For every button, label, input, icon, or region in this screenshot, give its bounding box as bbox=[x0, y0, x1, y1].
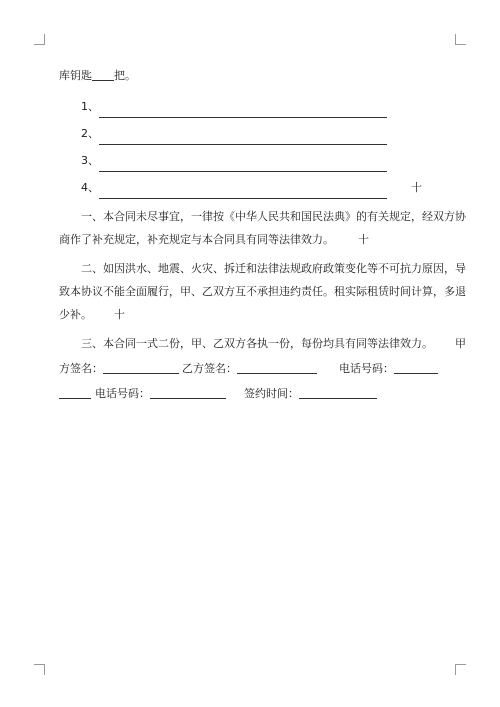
list-item-blank[interactable] bbox=[99, 128, 387, 145]
phone-label-2: 电话号码： bbox=[95, 387, 150, 400]
list-item bbox=[59, 118, 443, 145]
clause-2-line-1: 二、如因洪水、地震、火灾、拆迁和法律法规政府政策变化等不可抗力原因，导 bbox=[81, 262, 466, 275]
list-item bbox=[59, 172, 443, 199]
list-item bbox=[59, 91, 443, 118]
sign-time-blank[interactable] bbox=[299, 384, 377, 399]
clause-2-line-3 bbox=[59, 303, 443, 326]
clause-1-line-1: 一、本合同未尽事宜，一律按《中华人民共和国民法典》的有关规定，经双方协 bbox=[81, 210, 466, 223]
phone-label-1: 电话号码： bbox=[339, 362, 394, 375]
list-item-number: 3、 bbox=[81, 154, 99, 167]
list-item-blank[interactable] bbox=[99, 101, 387, 118]
phone-blank-2[interactable] bbox=[150, 384, 226, 399]
list-item-blank[interactable] bbox=[99, 155, 387, 172]
key-count-blank[interactable] bbox=[92, 66, 114, 81]
clause-1-line-2-text: 商作了补充规定，补充规定与本合同具有同等法律效力。 bbox=[59, 233, 334, 246]
list-item-number: 4、 bbox=[81, 181, 99, 194]
clause-1-line-2 bbox=[59, 228, 443, 251]
list-item-blank[interactable] bbox=[99, 182, 387, 199]
blank-list bbox=[59, 91, 443, 199]
clause-1 bbox=[59, 205, 466, 251]
crop-mark-bottom-right bbox=[455, 664, 466, 675]
party-b-signature-label: 乙方签名： bbox=[182, 362, 237, 375]
signature-row-1 bbox=[59, 357, 443, 380]
clause-3-line-1-tail: 甲 bbox=[455, 337, 466, 350]
key-count-prefix: 库钥匙 bbox=[59, 69, 92, 82]
clause-3-line-1-text: 三、本合同一式二份，甲、乙双方各执一份，每份均具有同等法律效力。 bbox=[81, 337, 433, 350]
phone-blank-1[interactable] bbox=[394, 359, 438, 374]
edit-mark: 十 bbox=[114, 308, 125, 321]
crop-mark-bottom-left bbox=[34, 664, 45, 675]
phone-blank-1-continued[interactable] bbox=[59, 384, 91, 399]
signature-row-2 bbox=[59, 382, 443, 405]
key-count-suffix: 把。 bbox=[114, 69, 136, 82]
document-body bbox=[59, 64, 466, 405]
sign-time-label: 签约时间： bbox=[244, 387, 299, 400]
party-a-signature-label: 方签名： bbox=[59, 362, 103, 375]
list-item-number: 1、 bbox=[81, 100, 99, 113]
clause-3-line-1 bbox=[59, 332, 466, 355]
edit-mark: 十 bbox=[358, 233, 369, 246]
clause-2-line-2: 致本协议不能全面履行，甲、乙双方互不承担违约责任。租实际租赁时间计算，多退 bbox=[59, 285, 466, 298]
party-b-signature-blank[interactable] bbox=[237, 359, 317, 374]
crop-mark-top-right bbox=[455, 34, 466, 45]
clause-2 bbox=[59, 257, 466, 326]
key-count-line bbox=[59, 64, 443, 87]
crop-mark-top-left bbox=[34, 34, 45, 45]
clause-2-line-3-text: 少补。 bbox=[59, 308, 92, 321]
edit-mark: 十 bbox=[411, 181, 422, 194]
clause-3 bbox=[59, 332, 466, 355]
party-a-signature-blank[interactable] bbox=[103, 359, 179, 374]
list-item bbox=[59, 145, 443, 172]
list-item-number: 2、 bbox=[81, 127, 99, 140]
